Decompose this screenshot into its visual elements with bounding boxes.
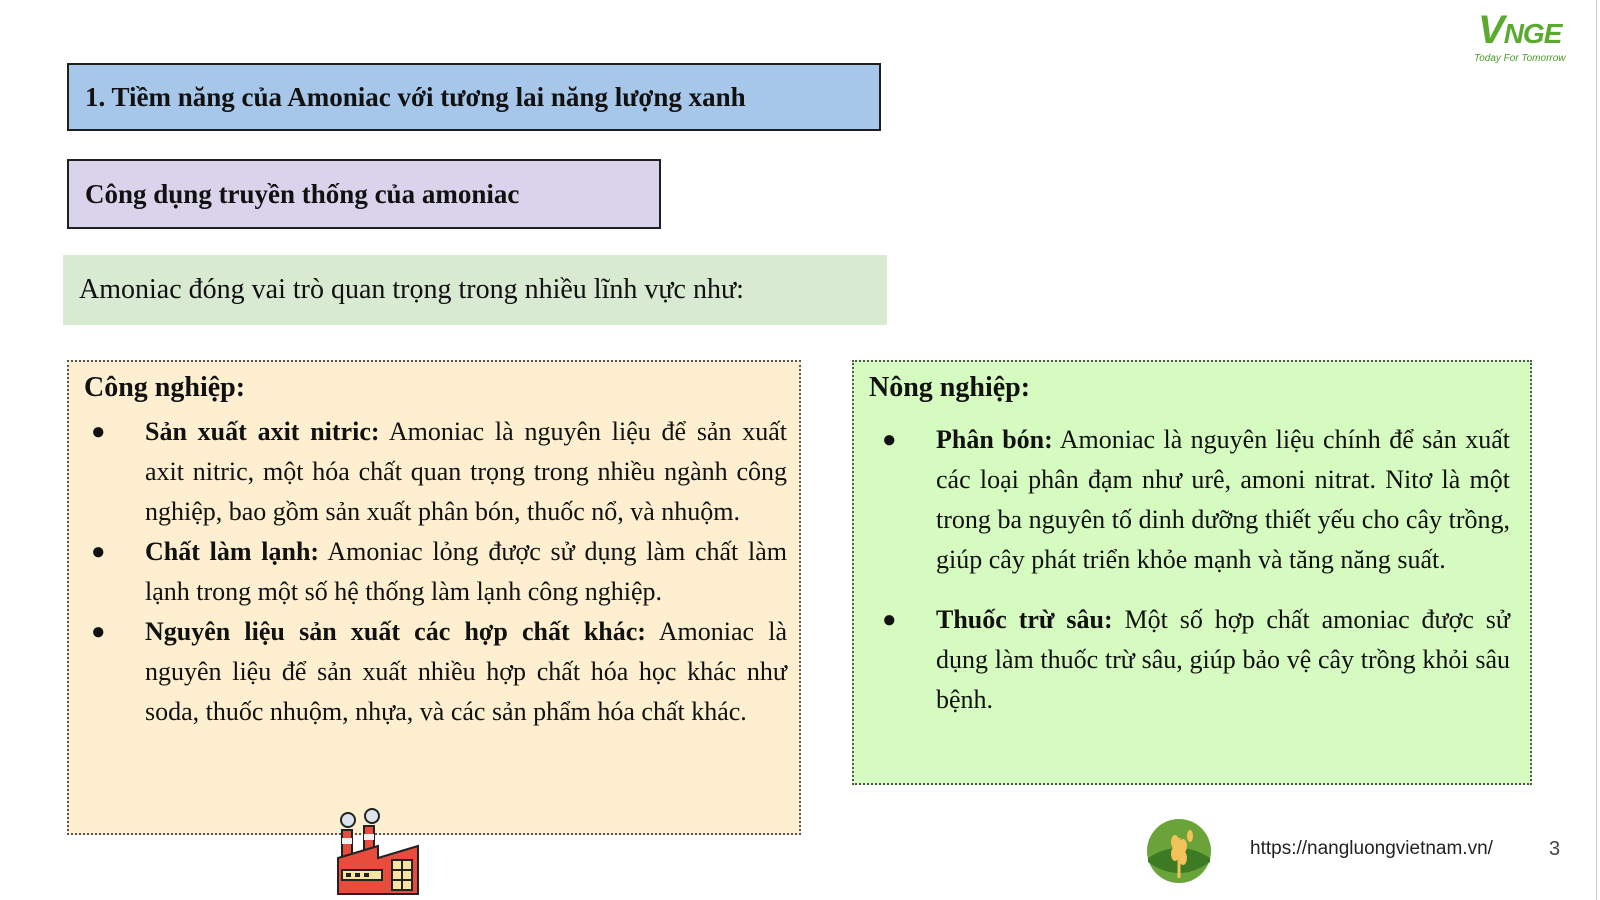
bullet-term: Nguyên liệu sản xuất các hợp chất khác: xyxy=(145,617,646,646)
vnge-logo xyxy=(1468,8,1596,68)
agriculture-heading: Nông nghiệp: xyxy=(869,372,1031,403)
bullet-text: Amoniac lỏng được sử dụng làm chất làm lạnh trong một số hệ thống làm lạnh công nghiệp. xyxy=(145,537,788,606)
bullet-text: Một số hợp chất amoniac được sử dụng làm thuốc trừ sâu, giúp bảo vệ cây trồng khỏi sâu bệnh. xyxy=(936,605,1511,714)
bullet-text: Amoniac là nguyên liệu chính để sản xuất các loại phân đạm như urê, amoni nitrat. Nitơ là một trong ba nguyên tố dinh dưỡng thiết yếu cho cây trồng, giúp cây phát triển khỏe mạnh và tăng năng suất. xyxy=(936,425,1510,574)
slide-edge-divider xyxy=(1596,0,1597,900)
bullet-term: Sản xuất axit nitric: xyxy=(145,417,380,446)
page-number: 3 xyxy=(1549,838,1561,860)
bullet-term: Thuốc trừ sâu: xyxy=(936,605,1113,634)
section-subtitle: Công dụng truyền thống của amoniac xyxy=(67,159,661,229)
slide-title: 1. Tiềm năng của Amoniac với tương lai năng lượng xanh xyxy=(67,63,881,131)
bullet-icon: ● xyxy=(91,539,106,565)
intro-text: Amoniac đóng vai trò quan trọng trong nhiều lĩnh vực như: xyxy=(63,255,887,325)
bullet-term: Phân bón: xyxy=(936,425,1053,454)
logo-mark-rest: NGE xyxy=(1503,18,1562,49)
bullet-text: Amoniac là nguyên liệu để sản xuất axit nitric, một hóa chất quan trọng trong nhiều ngành công nghiệp, bao gồm sản xuất phân bón, thuốc nổ, và nhuộm. xyxy=(145,417,788,526)
list-item xyxy=(87,412,787,532)
bullet-icon: ● xyxy=(91,419,106,445)
bullet-icon: ● xyxy=(882,607,897,633)
bullet-icon: ● xyxy=(882,427,897,453)
wheat-logo-icon xyxy=(1146,818,1212,884)
factory-icon xyxy=(334,808,422,896)
bullet-term: Chất làm lạnh: xyxy=(145,537,320,566)
bullet-text: Amoniac là nguyên liệu để sản xuất nhiều hợp chất hóa học khác như soda, thuốc nhuộm, nhựa, và các sản phẩm hóa chất khác. xyxy=(145,617,787,726)
industry-bullet-list xyxy=(87,412,787,732)
vnge-logo-mark xyxy=(1478,8,1561,53)
logo-mark-v: V xyxy=(1478,8,1504,52)
agriculture-bullet-list xyxy=(878,420,1510,720)
agriculture-panel xyxy=(852,360,1532,785)
list-item xyxy=(878,420,1510,580)
industry-panel xyxy=(67,360,801,835)
logo-tagline: Today For Tomorrow xyxy=(1474,53,1566,64)
list-item xyxy=(878,600,1510,720)
website-link[interactable]: https://nangluongvietnam.vn/ xyxy=(1250,838,1493,859)
bullet-icon: ● xyxy=(91,619,106,645)
list-item xyxy=(87,532,787,612)
industry-heading: Công nghiệp: xyxy=(84,372,246,403)
list-item xyxy=(87,612,787,732)
